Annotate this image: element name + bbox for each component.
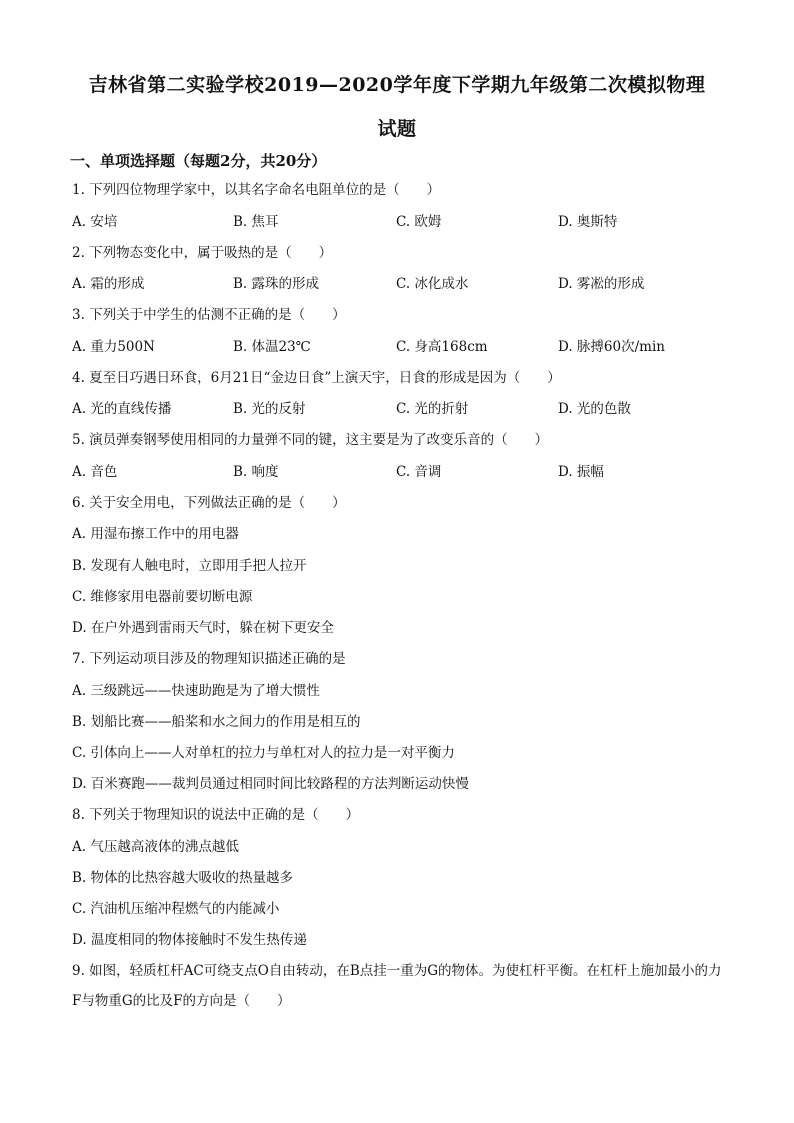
question-2-options: [72, 275, 732, 293]
question-1-option-b: B. 焦耳: [233, 214, 279, 230]
question-3-option-d: D. 脉搏60次/min: [558, 339, 665, 355]
question-8-option-a: A. 气压越高液体的沸点越低: [72, 839, 239, 855]
question-7-option-b: B. 划船比赛——船桨和水之间力的作用是相互的: [72, 714, 361, 730]
question-1-options: [72, 213, 732, 231]
question-1-option-d: D. 奥斯特: [558, 214, 618, 230]
question-5-options: [72, 463, 732, 481]
question-3-options: [72, 338, 732, 356]
exam-title: 吉林省第二实验学校2019—2020学年度下学期九年级第二次模拟物理: [88, 74, 706, 96]
question-1-option-a: A. 安培: [72, 214, 118, 230]
question-9-stem: 9. 如图，轻质杠杆AC可绕支点O自由转动，在B点挂一重为G的物体。为使杠杆平衡。在杠杆上施加最小的力F与物重G的比及F的方向是（ ）: [72, 963, 722, 1009]
question-4-stem: 4. 夏至日巧遇日环食，6月21日“金边日食”上演天宇，日食的形成是因为（ ）: [72, 370, 561, 386]
question-7-option-c: C. 引体向上——人对单杠的拉力与单杠对人的拉力是一对平衡力: [72, 745, 455, 761]
question-3-option-c: C. 身高168cm: [396, 339, 488, 355]
question-6-stem: 6. 关于安全用电，下列做法正确的是（ ）: [72, 495, 346, 511]
question-5-option-c: C. 音调: [396, 464, 442, 480]
question-4-options: [72, 400, 732, 418]
question-8-option-c: C. 汽油机压缩冲程燃气的内能减小: [72, 901, 280, 917]
question-6-option-b: B. 发现有人触电时，立即用手把人拉开: [72, 558, 307, 574]
question-2-option-c: C. 冰化成水: [396, 276, 469, 292]
question-6-option-c: C. 维修家用电器前要切断电源: [72, 589, 253, 605]
question-3-option-b: B. 体温23℃: [233, 339, 311, 355]
question-4-option-d: D. 光的色散: [558, 401, 631, 417]
question-3-option-a: A. 重力500N: [72, 339, 155, 355]
question-4-option-c: C. 光的折射: [396, 401, 469, 417]
question-4-option-b: B. 光的反射: [233, 401, 306, 417]
question-5-option-b: B. 响度: [233, 464, 279, 480]
question-5-option-a: A. 音色: [72, 464, 118, 480]
question-5-option-d: D. 振幅: [558, 464, 604, 480]
question-6-option-d: D. 在户外遇到雷雨天气时，躲在树下更安全: [72, 620, 334, 636]
question-7-option-d: D. 百米赛跑——裁判员通过相同时间比较路程的方法判断运动快慢: [72, 776, 469, 792]
question-2-option-a: A. 霜的形成: [72, 276, 145, 292]
section-heading: 一、单项选择题（每题2分，共20分）: [70, 152, 327, 170]
question-4-option-a: A. 光的直线传播: [72, 401, 172, 417]
question-8-option-b: B. 物体的比热容越大吸收的热量越多: [72, 870, 294, 886]
exam-title-continued: 试题: [377, 118, 417, 140]
question-3-stem: 3. 下列关于中学生的估测不正确的是（ ）: [72, 307, 346, 323]
question-2-option-b: B. 露珠的形成: [233, 276, 320, 292]
question-2-option-d: D. 雾凇的形成: [558, 276, 645, 292]
question-8-stem: 8. 下列关于物理知识的说法中正确的是（ ）: [72, 807, 360, 823]
question-5-stem: 5. 演员弹奏钢琴使用相同的力量弹不同的键，这主要是为了改变乐音的（ ）: [72, 432, 549, 448]
question-7-option-a: A. 三级跳远——快速助跑是为了增大惯性: [72, 683, 320, 699]
question-1-stem: 1. 下列四位物理学家中，以其名字命名电阻单位的是（ ）: [72, 182, 441, 198]
question-8-option-d: D. 温度相同的物体接触时不发生热传递: [72, 932, 307, 948]
question-2-stem: 2. 下列物态变化中，属于吸热的是（ ）: [72, 245, 333, 261]
question-6-option-a: A. 用湿布擦工作中的用电器: [72, 526, 239, 542]
question-1-option-c: C. 欧姆: [396, 214, 442, 230]
question-7-stem: 7. 下列运动项目涉及的物理知识描述正确的是: [72, 651, 346, 667]
